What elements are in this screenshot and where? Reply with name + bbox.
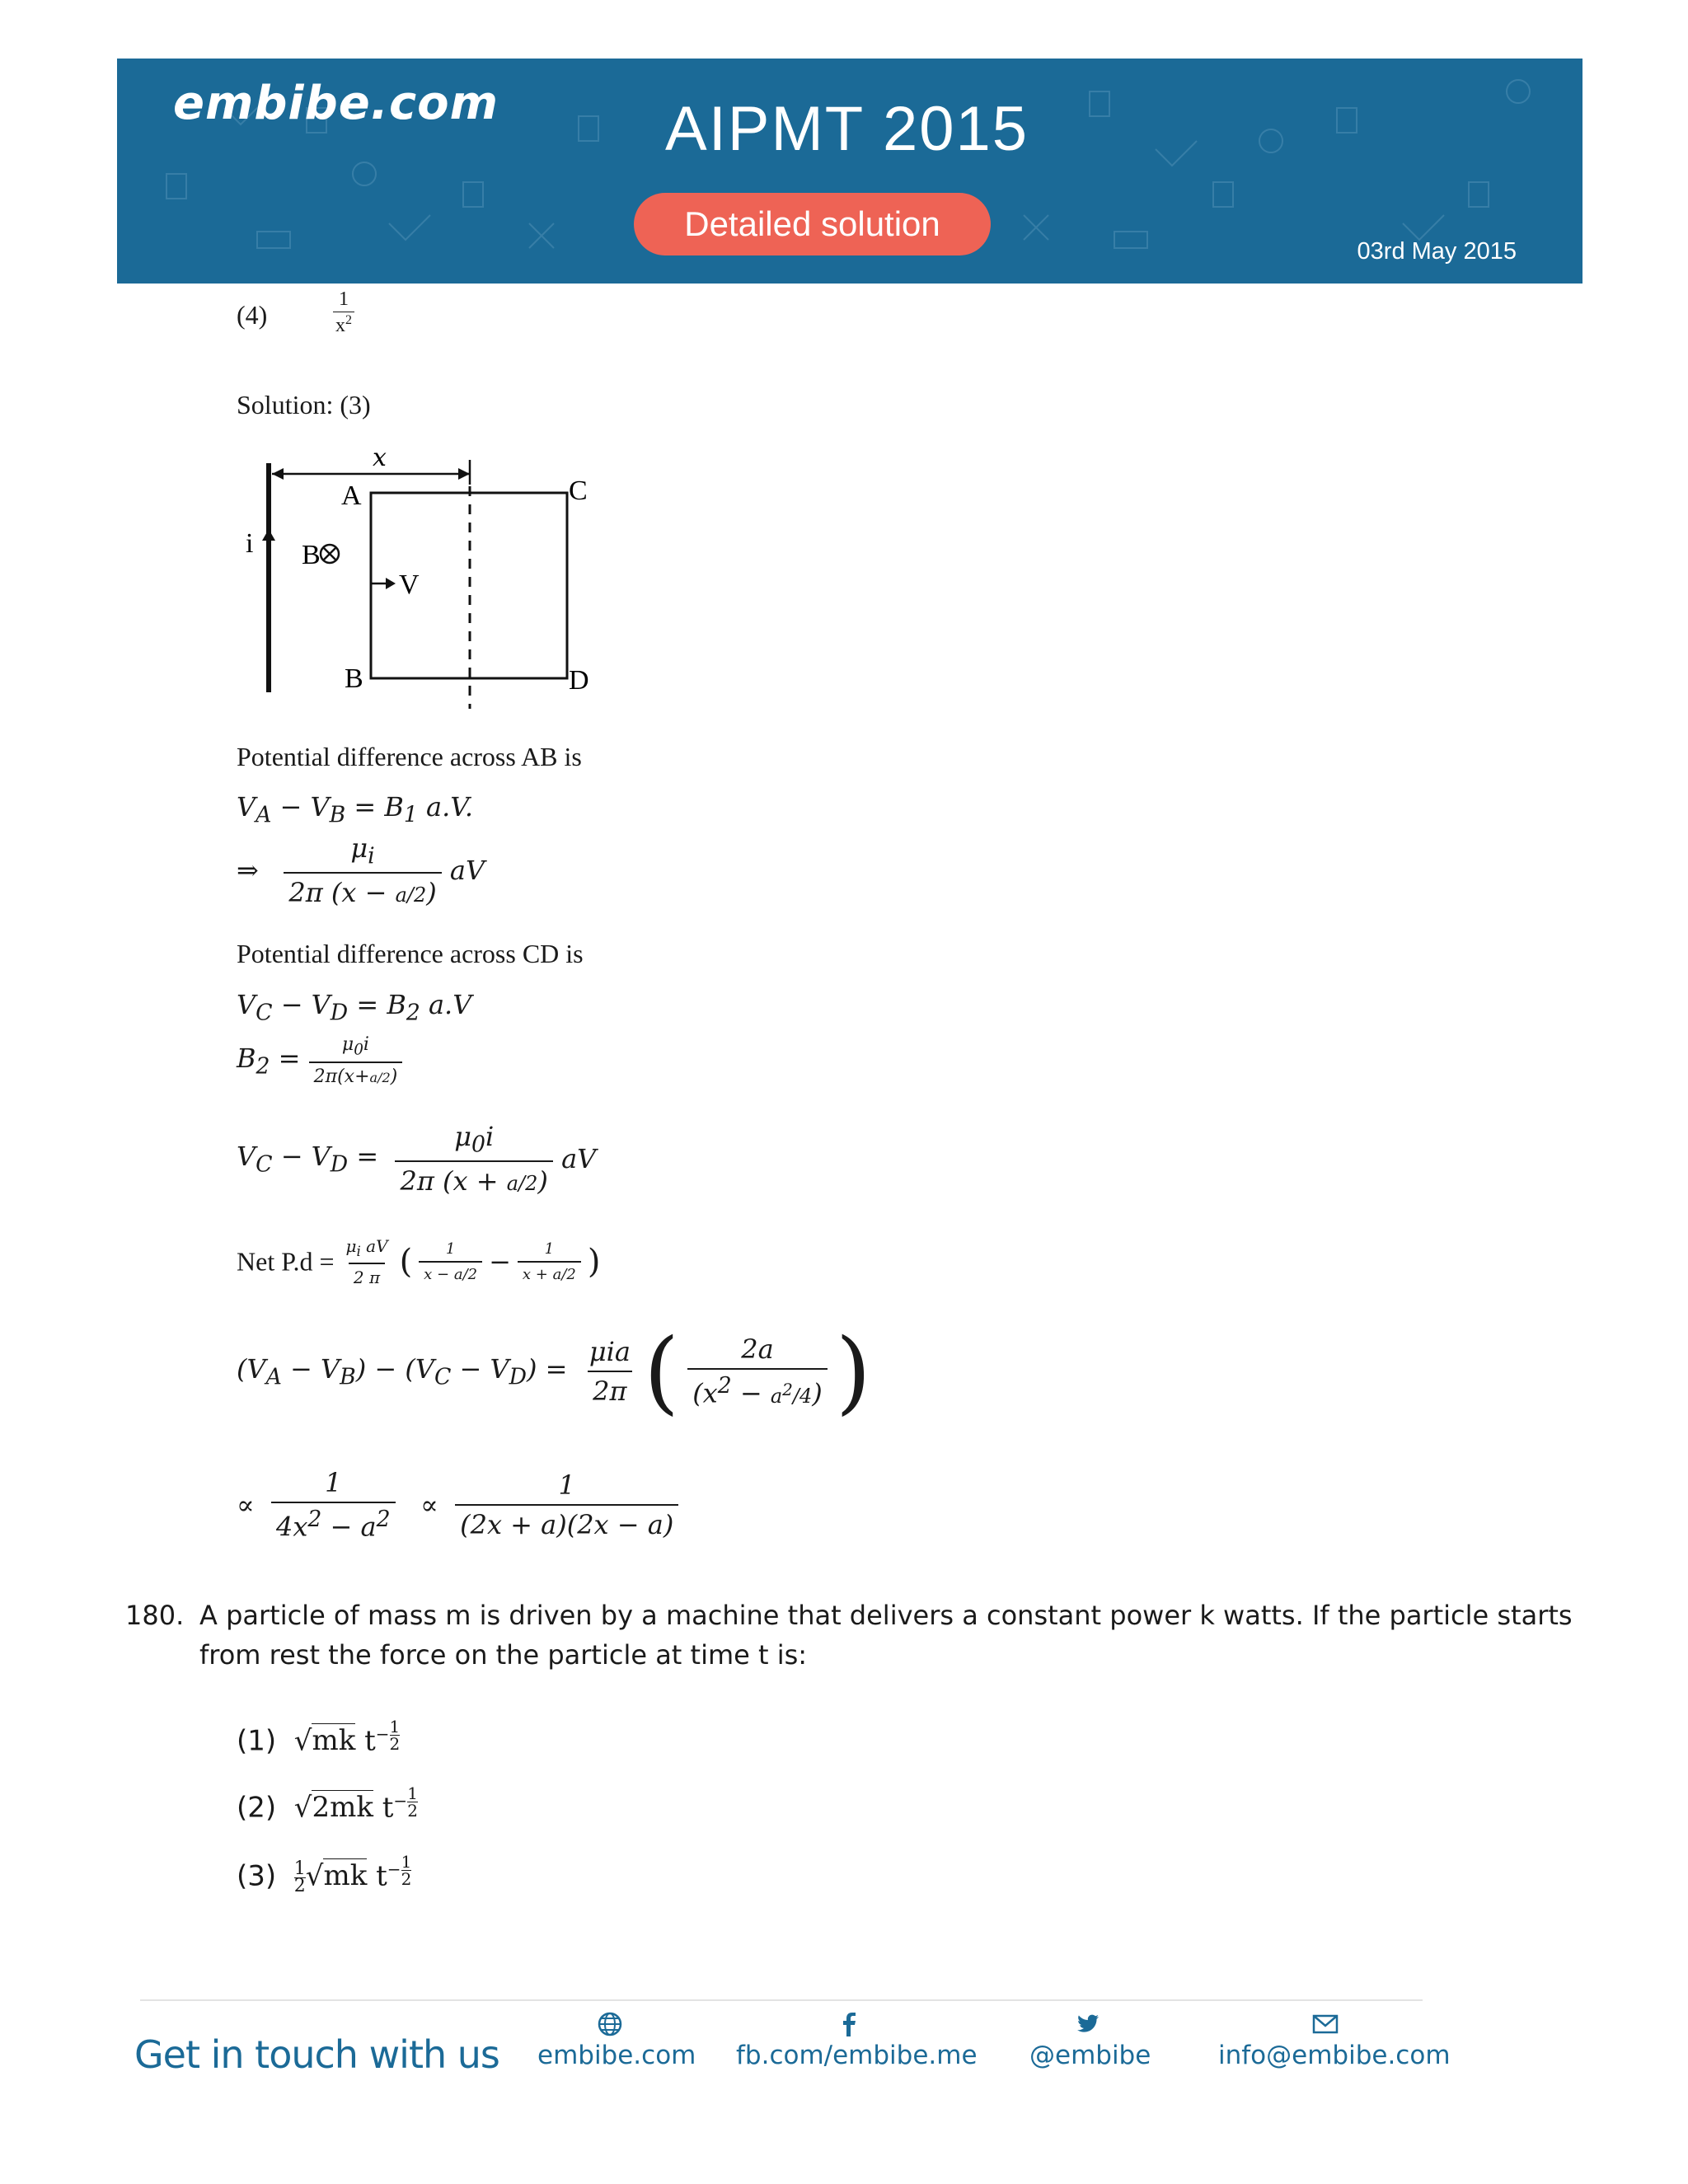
option-3-label: (3) — [237, 1859, 277, 1893]
header-banner — [117, 59, 1582, 284]
question-number: 180. — [125, 1600, 185, 1631]
eq-ab-expanded: ⇒ $\frac{\mu_i}{2\pi (x - a/2)}$ aV — [237, 832, 485, 909]
eq-ab: $V_A - V_B = B_1$ a.V. — [237, 791, 473, 828]
corner-C: C — [569, 476, 588, 506]
corner-B: B — [345, 663, 363, 694]
ab-heading: Potential difference across AB is — [237, 742, 582, 771]
option-4-denominator: $x^2$ — [335, 313, 352, 336]
option-2: (2) √2mk $t^{- \frac{1}{2}}$ — [237, 1783, 418, 1825]
option-4-numerator: 1 — [339, 288, 349, 310]
question-text: A particle of mass m is driven by a machine that delivers a constant power k watts. If the particle starts from rest the force on the particle at time t is: — [199, 1600, 1573, 1671]
exam-date: 03rd May 2015 — [1357, 238, 1517, 265]
eq-proportional: ∝ $\frac{1}{4x^2 - a^2}$ ∝ $\frac{1}{(2x + a)(2x - a)}$ — [237, 1467, 678, 1543]
cd-heading: Potential difference across CD is — [237, 939, 584, 968]
footer-link-facebook[interactable]: fb.com/embibe.me — [736, 2041, 978, 2070]
x-label: x — [373, 445, 387, 472]
globe-icon — [595, 2009, 625, 2039]
eq-cd: $V_C - V_D = B_2$ a.V — [237, 989, 472, 1026]
footer-link-website[interactable]: embibe.com — [537, 2041, 696, 2070]
option-3: (3) $\frac{1}{2}$ √mk $t^{- \frac{1}{2}}$ — [237, 1852, 412, 1896]
get-in-touch-heading: Get in touch with us — [134, 2032, 499, 2077]
eq-net-pd: Net P.d = $\frac{\mu_i aV}{2 \pi}$ ( $\frac{1}{x - a/2}$ − $\frac{1}{x + a/2}$ ) — [237, 1236, 601, 1287]
exam-title: AIPMT 2015 — [665, 94, 1029, 164]
option-4-label: (4) — [237, 300, 268, 330]
eq-difference: $(V_A - V_B) - (V_C - V_D)$ = $\frac{\text{μia}}{2\pi}$ ( $\frac{2a}{(x^2 - a^2/4)}$ ) — [237, 1319, 871, 1424]
footer-link-twitter[interactable]: @embibe — [1029, 2041, 1151, 2070]
mail-icon — [1311, 2009, 1340, 2039]
field-label: B — [302, 540, 321, 570]
footer-link-email[interactable]: info@embibe.com — [1218, 2041, 1451, 2070]
current-label: i — [246, 528, 254, 559]
twitter-icon — [1071, 2009, 1101, 2039]
eq-b2: $B_2$ = $\frac{\mu_0i}{2\pi(x+a/2)}$ — [237, 1034, 402, 1087]
solution-label: Solution: (3) — [237, 390, 371, 419]
corner-A: A — [341, 480, 362, 511]
footer-divider — [140, 1999, 1423, 2001]
option-4-fraction — [331, 288, 356, 337]
option-1: (1) √mk $t^{- \frac{1}{2}}$ — [237, 1717, 401, 1758]
option-1-label: (1) — [237, 1724, 277, 1758]
velocity-label: V — [399, 569, 420, 600]
corner-D: D — [569, 665, 589, 696]
circuit-diagram — [231, 445, 618, 717]
eq-cd-expanded: $V_C - V_D$ = $\frac{\mu_0i}{2\pi (x + a/2)}$ aV — [237, 1121, 597, 1197]
brand-logo: embibe.com — [173, 77, 499, 130]
detailed-solution-badge: Detailed solution — [634, 193, 991, 255]
option-2-label: (2) — [237, 1791, 277, 1825]
facebook-icon — [834, 2009, 864, 2039]
